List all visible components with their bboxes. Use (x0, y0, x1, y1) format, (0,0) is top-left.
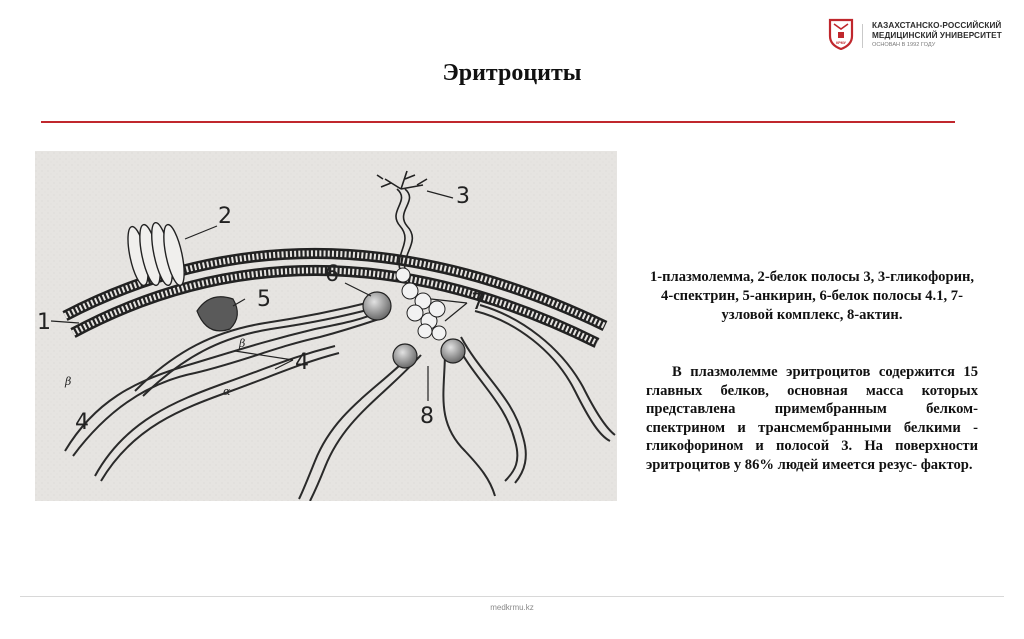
label-3: 3 (456, 184, 470, 209)
body-paragraph: В плазмолемме эритроцитов содержится 15 главных белков, основная масса которых представлена примембранным белком- спектрином и трансмембранными белкими - гликофорином и полосой 3. На поверхности эритроцитов у 86% людей имеется резус- фактор. (646, 364, 978, 473)
footer-url: medkrmu.kz (490, 603, 534, 612)
erythrocyte-membrane-diagram (35, 151, 617, 501)
label-7: 7 (471, 290, 485, 315)
footer-divider (20, 596, 1004, 597)
greek-alpha: α (223, 385, 231, 398)
logo-divider (862, 24, 863, 48)
figure-caption: 1-плазмолемма, 2-белок полосы 3, 3-гликофорин, 4-спектрин, 5-анкирин, 6-белок полосы 4.1, 7-узловой комплекс, 8-актин. (649, 269, 975, 323)
logo-text (872, 21, 1002, 50)
logo-line-1: КАЗАХСТАНСКО-РОССИЙСКИЙ (872, 21, 1002, 30)
label-2: 2 (218, 204, 232, 229)
university-logo (828, 18, 1008, 54)
label-4-right: 4 (295, 350, 309, 375)
label-8: 8 (420, 404, 434, 429)
university-shield-icon (828, 18, 854, 50)
label-1: 1 (37, 310, 51, 335)
label-6: 6 (325, 262, 339, 287)
label-4-left: 4 (75, 410, 89, 435)
greek-beta-upper: β (239, 337, 246, 350)
label-5: 5 (257, 287, 271, 312)
greek-beta-lower: β (65, 375, 72, 388)
logo-line-3: ОСНОВАН В 1992 ГОДУ (872, 42, 936, 48)
shield-emblem-text: КРМУ (836, 41, 846, 45)
logo-line-2: МЕДИЦИНСКИЙ УНИВЕРСИТЕТ (872, 31, 1002, 40)
slide-title: Эритроциты (442, 60, 582, 86)
title-underline (41, 121, 955, 123)
